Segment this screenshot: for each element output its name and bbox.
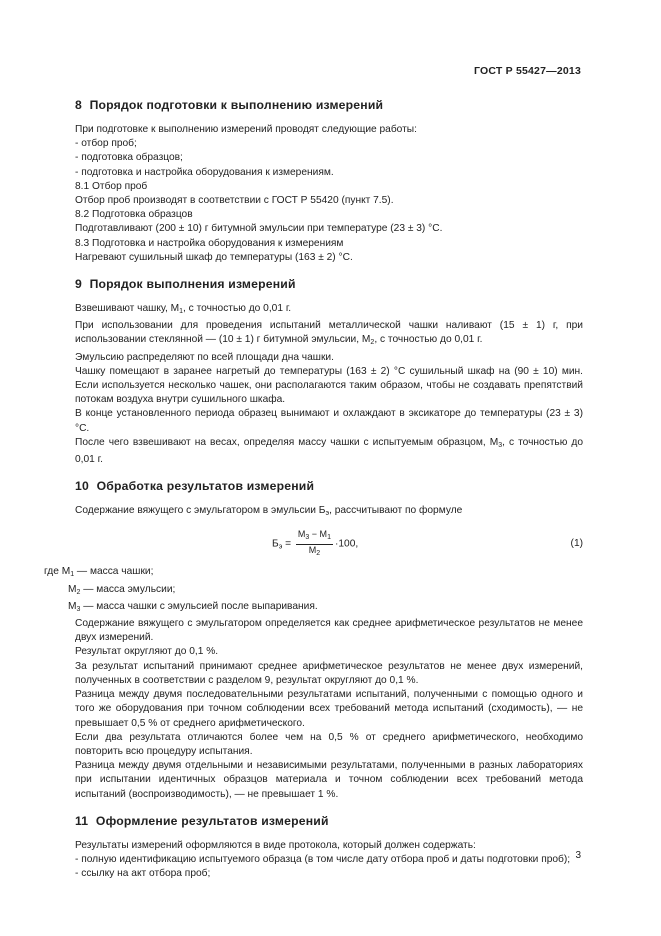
section-9-para-6: После чего взвешивают на весах, определяя массу чашки с испытуемым образцом, $М_3$, с точностью до 0,01 г. xyxy=(75,436,584,466)
subsection-8-2-heading: 8.2 Подготовка образцов xyxy=(75,209,193,221)
formula-1 xyxy=(75,527,583,561)
where-line-3: $М_3$ — масса чашки с эмульсией после выпаривания. xyxy=(68,600,318,613)
section-9-para-2: При использовании для проведения испытаний металлической чашки наливают (15 ± 1) г, при использовании стеклянной — (10 ± 1) г битумной эмульсии, $М_2$, с точностью до 0,01 г. xyxy=(75,320,583,347)
subsection-8-1-text: Отбор проб производят в соответствии с ГОСТ Р 55420 (пункт 7.5). xyxy=(75,195,394,207)
section-10-para-5: Если два результата отличаются более чем на 0,5 % от среднего арифметического, необходимо повторить всю процедуру испытания. xyxy=(75,731,583,757)
section-11-heading: 11 Оформление результатов измерений xyxy=(75,813,329,828)
standard-number: ГОСТ Р 55427—2013 xyxy=(473,65,581,77)
list-item: - подготовка образцов; xyxy=(75,152,183,164)
section-10-para-4: Разница между двумя последовательными результатами испытаний, полученными с помощью одного и того же оборудования при точном соблюдении всех требований метода испытаний (сходимость), — не превышает 0,5 % от среднего арифметического. xyxy=(75,689,583,729)
list-item: - отбор проб; xyxy=(75,138,137,150)
document-body xyxy=(44,98,584,881)
formula-number: (1) xyxy=(570,538,583,550)
section-11-para-3: - ссылку на акт отбора проб; xyxy=(75,868,211,880)
subsection-8-3-heading: 8.3 Подготовка и настройка оборудования к измерениям xyxy=(75,237,344,249)
section-10-para-6: Разница между двумя отдельными и независимыми результатами, полученными в разных лабораториях при испытании идентичных образцов материала и точном соблюдении всех требований метода испытаний (воспроизводимость), — не превышает 1 %. xyxy=(75,760,583,800)
section-9-para-4: Чашку помещают в заранее нагретый до температуры (163 ± 2) °С сушильный шкаф на (90 ± 10) мин. Если используется несколько чашек, они располагаются таким образом, чтобы не создавать препятствий потокам воздуха внутри сушильного шкафа. xyxy=(75,365,583,406)
formula-fraction: $\frac{М_3 - М_1}{М_2}$ xyxy=(297,529,331,558)
list-item: - подготовка и настройка оборудования к измерениям. xyxy=(75,166,334,178)
section-10-intro: Содержание вяжущего с эмульгатором в эмульсии $Б_э$, рассчитывают по формуле xyxy=(75,505,463,518)
section-9-para-1: Взвешивают чашку, $М_1$, с точностью до 0,01 г. xyxy=(75,303,292,316)
section-8-intro: При подготовке к выполнению измерений проводят следующие работы: xyxy=(75,124,417,135)
section-11-para-2: - полную идентификацию испытуемого образца (в том числе дату отбора проб и даты подготовки проб); xyxy=(75,853,571,865)
section-9-heading: 9 Порядок выполнения измерений xyxy=(75,277,296,292)
section-9-para-5: В конце установленного периода образец вынимают и охлаждают в эксикаторе до температуры (23 ± 3) °С. xyxy=(75,408,583,434)
section-10-heading: 10 Обработка результатов измерений xyxy=(75,479,315,494)
section-10-para-2: Результат округляют до 0,1 %. xyxy=(75,646,219,658)
page-number: 3 xyxy=(575,850,581,861)
section-10-para-3: За результат испытаний принимают среднее арифметическое результатов не менее двух измерений, полученных в соответствии с разделом 9, результат округляют до 0,1 %. xyxy=(75,660,583,686)
section-10-para-1: Содержание вяжущего с эмульгатором определяется как среднее арифметическое результатов не менее двух измерений. xyxy=(75,618,583,644)
formula-expression: $Б_э$ = $\frac{М_3 - М_1}{М_2}$ ·100, xyxy=(272,529,359,558)
subsection-8-2-text: Подготавливают (200 ± 10) г битумной эмульсии при температуре (23 ± 3) °С. xyxy=(75,223,443,235)
section-8-heading: 8 Порядок подготовки к выполнению измерений xyxy=(75,98,384,112)
subsection-8-1-heading: 8.1 Отбор проб xyxy=(75,180,148,192)
where-line-2: $М_2$ — масса эмульсии; xyxy=(68,583,176,596)
section-11-para-1: Результаты измерений оформляются в виде протокола, который должен содержать: xyxy=(75,839,476,851)
section-9-para-3: Эмульсию распределяют по всей площади дна чашки. xyxy=(75,351,334,363)
where-line-1: где $М_1$ — масса чашки; xyxy=(44,566,154,579)
subsection-8-3-text: Нагревают сушильный шкаф до температуры (163 ± 2) °С. xyxy=(75,251,353,263)
